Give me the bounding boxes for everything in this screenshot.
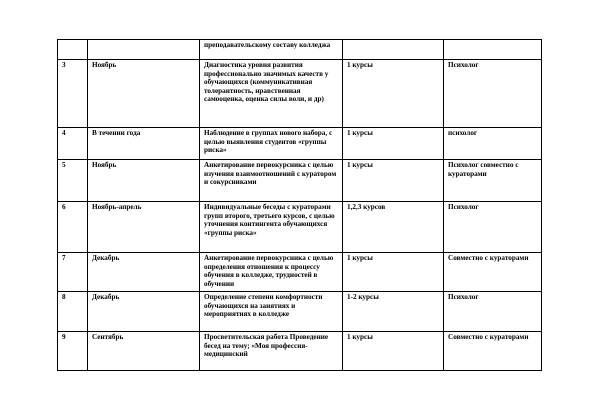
- row-date: [88, 40, 200, 60]
- table-row: [58, 292, 542, 332]
- psychology-plan-table: [57, 39, 542, 371]
- row-responsible: Психолог совместно с кураторами: [444, 160, 542, 202]
- row-number: 4: [58, 128, 88, 160]
- row-number: 3: [58, 60, 88, 128]
- row-date: В течении года: [88, 128, 200, 160]
- row-responsible: Психолог: [444, 60, 542, 128]
- row-responsible: психолог: [444, 128, 542, 160]
- table-row: [58, 160, 542, 202]
- table-row: [58, 40, 542, 60]
- table-row: [58, 60, 542, 128]
- row-event: Диагностика уровня развития профессионально значимых качеств у обучающихся (коммуникативная толерантность, нравственная самооценка, оценка силы воли, и др): [200, 60, 343, 128]
- row-target: 1 курсы: [343, 60, 444, 128]
- row-number: [58, 40, 88, 60]
- row-target: 1 курсы: [343, 253, 444, 292]
- row-event: Анкетирование первокурсника с целью определения отношения к процессу обучения в колледже, трудностей в обучении: [200, 253, 343, 292]
- row-responsible: Психолог: [444, 202, 542, 253]
- row-target: 1-2 курсы: [343, 292, 444, 332]
- row-number: 9: [58, 332, 88, 371]
- row-target: 1 курсы: [343, 128, 444, 160]
- row-number: 5: [58, 160, 88, 202]
- row-number: 7: [58, 253, 88, 292]
- row-responsible: Совместно с кураторами: [444, 332, 542, 371]
- table-row: [58, 202, 542, 253]
- row-responsible: Психолог: [444, 292, 542, 332]
- row-date: Декабрь: [88, 292, 200, 332]
- table-row: [58, 128, 542, 160]
- row-event: Индивидуальные беседы с кураторами групп второго, третьего курсов, с целью уточнения контингента обучающихся «группы риска»: [200, 202, 343, 253]
- row-event: Просветительская работа Проведение бесед на тему; «Моя профессия- медицинский: [200, 332, 343, 371]
- row-date: Ноябрь-апрель: [88, 202, 200, 253]
- row-event: Анкетирование первокурсника с целью изучения взаимоотношений с куратором и сокурсниками: [200, 160, 343, 202]
- row-date: Сентябрь: [88, 332, 200, 371]
- row-responsible: Совместно с кураторами: [444, 253, 542, 292]
- row-target: 1 курсы: [343, 332, 444, 371]
- row-target: 1 курсы: [343, 160, 444, 202]
- row-target: 1,2,3 курсов: [343, 202, 444, 253]
- row-date: Ноябрь: [88, 160, 200, 202]
- row-date: Декабрь: [88, 253, 200, 292]
- row-target: [343, 40, 444, 60]
- row-responsible: [444, 40, 542, 60]
- table-row: [58, 253, 542, 292]
- row-event: преподавательскому составу колледжа: [200, 40, 343, 60]
- row-event: Наблюдение в группах нового набора, с целью выявления студентов «группы риска»: [200, 128, 343, 160]
- row-number: 8: [58, 292, 88, 332]
- row-event: Определение степени комфортности обучающихся на занятиях и мероприятиях в колледже: [200, 292, 343, 332]
- row-date: Ноябрь: [88, 60, 200, 128]
- row-number: 6: [58, 202, 88, 253]
- table-row: [58, 332, 542, 371]
